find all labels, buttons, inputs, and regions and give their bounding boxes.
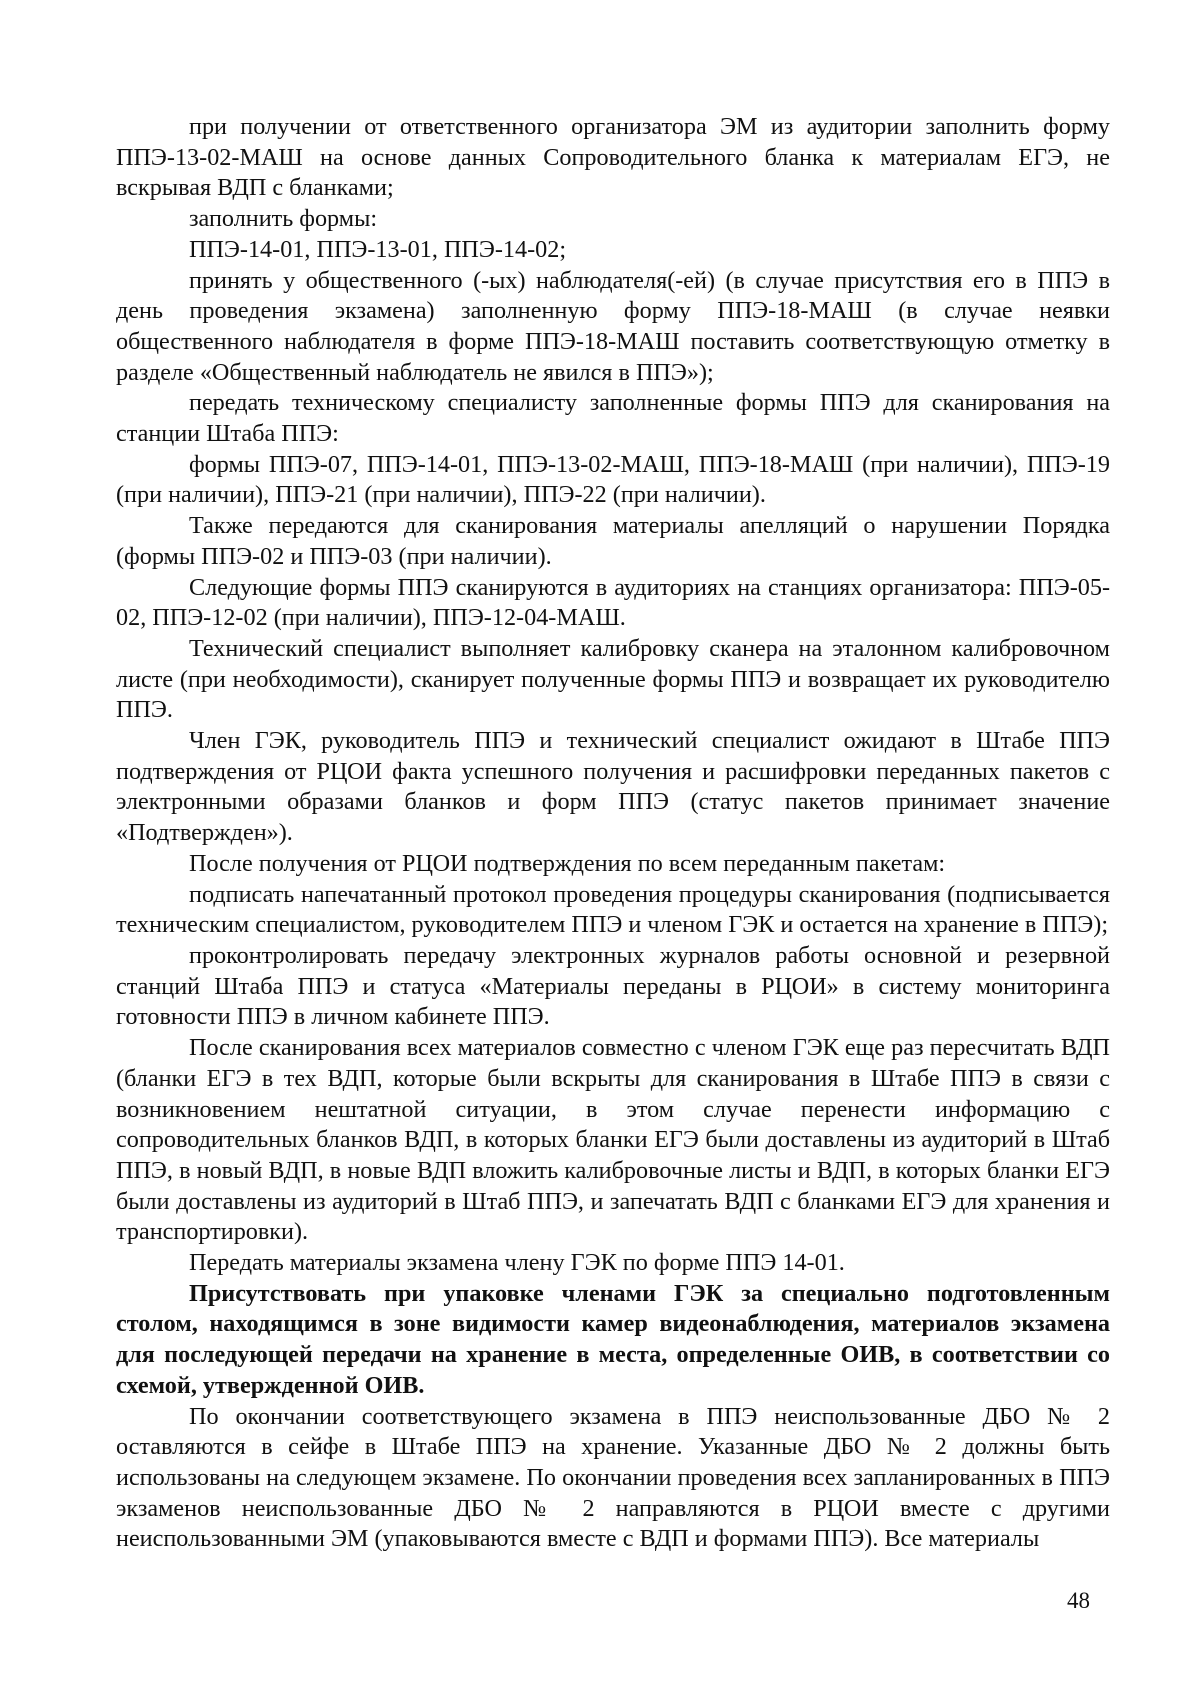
paragraph-bold: Присутствовать при упаковке членами ГЭК за специально подготовленным столом, находящимся в зоне видимости камер видеонаблюдения, материалов экзамена для последующей передачи на хранение в места, определенные ОИВ, в соответствии со схемой, утвержденной ОИВ. xyxy=(116,1279,1110,1399)
page-number: 48 xyxy=(1067,1588,1090,1613)
paragraph: принять у общественного (-ых) наблюдателя(-ей) (в случае присутствия его в ППЭ в день проведения экзамена) заполненную форму ППЭ-18-МАШ (в случае неявки общественного наблюдателя в форме ППЭ-18-МАШ поставить соответствующую отметку в разделе «Общественный наблюдатель не явился в ППЭ»); xyxy=(116,266,1110,386)
document-body xyxy=(116,112,1110,1555)
paragraph: По окончании соответствующего экзамена в ППЭ неиспользованные ДБО № 2 оставляются в сейфе в Штабе ППЭ на хранение. Указанные ДБО № 2 должны быть использованы на следующем экзамене. По окончании проведения всех запланированных в ППЭ экзаменов неиспользованные ДБО № 2 направляются в РЦОИ вместе с другими неиспользованными ЭМ (упаковываются вместе с ВДП и формами ППЭ). Все материалы xyxy=(116,1402,1110,1553)
paragraph: заполнить формы: xyxy=(189,205,378,233)
paragraph: передать техническому специалисту заполненные формы ППЭ для сканирования на станции Штаба ППЭ: xyxy=(116,389,1110,448)
paragraph: подписать напечатанный протокол проведения процедуры сканирования (подписывается техническим специалистом, руководителем ППЭ и членом ГЭК и остается на хранение в ППЭ); xyxy=(116,880,1110,939)
paragraph: После сканирования всех материалов совместно с членом ГЭК еще раз пересчитать ВДП (бланки ЕГЭ в тех ВДП, которые были вскрыты для сканирования в Штабе ППЭ в связи с возникновением нештатной ситуации, в этом случае перенести информацию с сопроводительных бланков ВДП, в которых бланки ЕГЭ были доставлены из аудиторий в Штаб ППЭ, в новый ВДП, в новые ВДП вложить калибровочные листы и ВДП, в которых бланки ЕГЭ были доставлены из аудиторий в Штаб ППЭ, и запечатать ВДП с бланками ЕГЭ для хранения и транспортировки). xyxy=(116,1034,1110,1246)
paragraph: при получении от ответственного организатора ЭМ из аудитории заполнить форму ППЭ-13-02-МАШ на основе данных Сопроводительного бланка к материалам ЕГЭ, не вскрывая ВДП с бланками; xyxy=(116,113,1110,202)
paragraph: ППЭ-14-01, ППЭ-13-01, ППЭ-14-02; xyxy=(189,235,567,263)
paragraph: Член ГЭК, руководитель ППЭ и технический специалист ожидают в Штабе ППЭ подтверждения от РЦОИ факта успешного получения и расшифровки переданных пакетов с электронными образами бланков и форм ППЭ (статус пакетов принимает значение «Подтвержден»). xyxy=(116,727,1110,847)
paragraph: Технический специалист выполняет калибровку сканера на эталонном калибровочном листе (при необходимости), сканирует полученные формы ППЭ и возвращает их руководителю ППЭ. xyxy=(116,634,1110,724)
paragraph: Следующие формы ППЭ сканируются в аудиториях на станциях организатора: ППЭ-05-02, ППЭ-12-02 (при наличии), ППЭ-12-04-МАШ. xyxy=(116,573,1110,632)
paragraph: Передать материалы экзамена члену ГЭК по форме ППЭ 14-01. xyxy=(189,1249,845,1277)
paragraph: Также передаются для сканирования материалы апелляций о нарушении Порядка (формы ППЭ-02 и ППЭ-03 (при наличии). xyxy=(116,512,1110,570)
paragraph: формы ППЭ-07, ППЭ-14-01, ППЭ-13-02-МАШ, ППЭ-18-МАШ (при наличии), ППЭ-19 (при наличии), ППЭ-21 (при наличии), ППЭ-22 (при наличии). xyxy=(116,450,1110,509)
paragraph: После получения от РЦОИ подтверждения по всем переданным пакетам: xyxy=(189,849,946,877)
paragraph: проконтролировать передачу электронных журналов работы основной и резервной станций Штаба ППЭ и статуса «Материалы переданы в РЦОИ» в систему мониторинга готовности ППЭ в личном кабинете ППЭ. xyxy=(116,941,1110,1031)
